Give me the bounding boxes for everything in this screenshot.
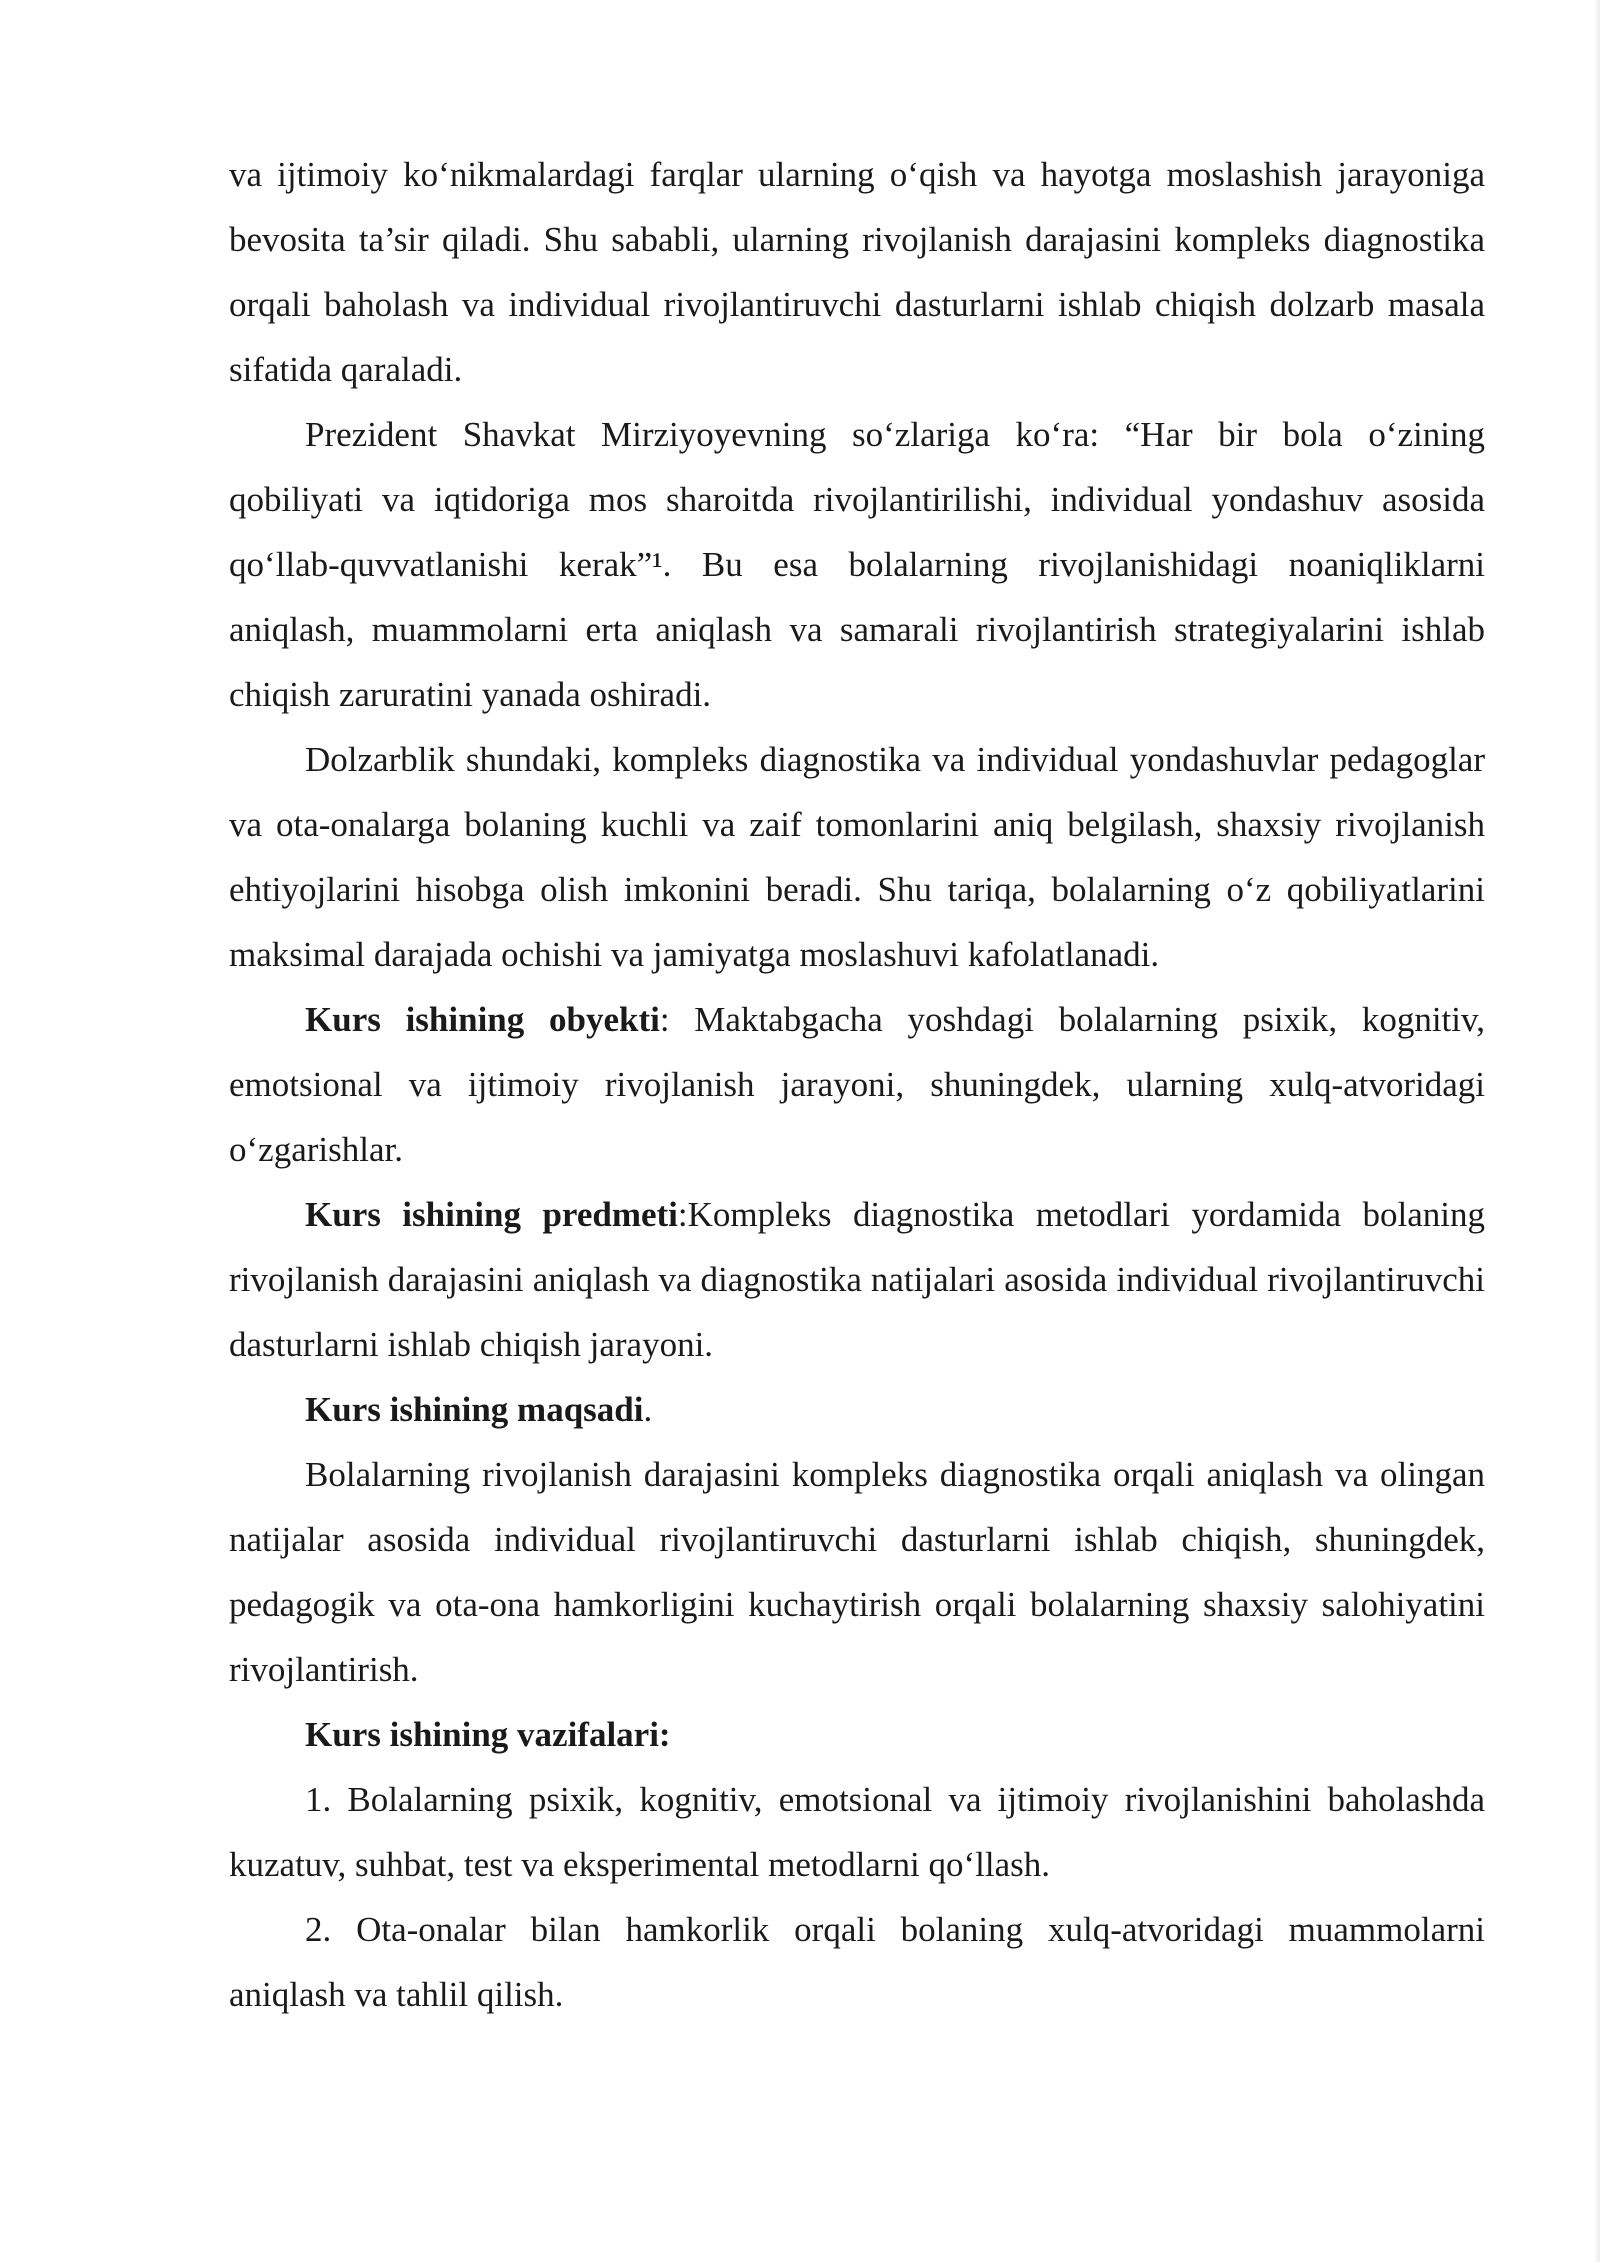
goal-label: Kurs ishining maqsadi [305, 1390, 644, 1429]
paragraph-goal-heading [229, 1377, 1485, 1442]
task-item: 1. Bolalarning psixik, kognitiv, emotsional va ijtimoiy rivojlanishini baholashda kuzatuv, suhbat, test va eksperimental metodlarni qo‘llash. [229, 1780, 1485, 1884]
paragraph-object [229, 987, 1485, 1182]
goal-period: . [643, 1390, 653, 1429]
paragraph-intro: va ijtimoiy ko‘nikmalardagi farqlar ularning o‘qish va hayotga moslashish jarayoniga bevosita ta’sir qiladi. Shu sababli, ularning rivojlanish darajasini kompleks diagnostika orqali baholash va individual rivojlantiruvchi dasturlarni ishlab chiqish dolzarb masala sifatida qaraladi. [229, 155, 1485, 389]
object-text: : Maktabgacha yoshdagi bolalarning psixik, kognitiv, emotsional va ijtimoiy rivojlanish jarayoni, shuningdek, ularning xulq-atvoridagi o‘zgarishlar. [229, 1000, 1485, 1169]
task-item: 2. Ota-onalar bilan hamkorlik orqali bolaning xulq-atvoridagi muammolarni aniqlash va tahlil qilish. [229, 1910, 1485, 2014]
subject-text: :Kompleks diagnostika metodlari yordamida bolaning rivojlanish darajasini aniqlash va diagnostika natijalari asosida individual rivojlantiruvchi dasturlarni ishlab chiqish jarayoni. [229, 1195, 1485, 1364]
object-label: Kurs ishining obyekti [305, 1000, 660, 1039]
subject-label: Kurs ishining predmeti [305, 1195, 678, 1234]
paragraph-goal-text: Bolalarning rivojlanish darajasini kompleks diagnostika orqali aniqlash va olingan natijalar asosida individual rivojlantiruvchi dasturlarni ishlab chiqish, shuningdek, pedagogik va ota-ona hamkorligini kuchaytirish orqali bolalarning shaxsiy salohiyatini rivojlantirish. [229, 1455, 1485, 1689]
paragraph-subject [229, 1182, 1485, 1377]
paragraph-president-quote: Prezident Shavkat Mirziyoyevning so‘zlariga ko‘ra: “Har bir bola o‘zining qobiliyati va iqtidoriga mos sharoitda rivojlantirilishi, individual yondashuv asosida qo‘llab-quvvatlanishi kerak”¹. Bu esa bolalarning rivojlanishidagi noaniqliklarni aniqlash, muammolarni erta aniqlash va samarali rivojlantirish strategiyalarini ishlab chiqish zaruratini yanada oshiradi. [229, 415, 1485, 714]
tasks-heading: Kurs ishining vazifalari: [305, 1715, 671, 1754]
page-edge-shadow [1594, 0, 1600, 2262]
paragraph-relevance: Dolzarblik shundaki, kompleks diagnostika va individual yondashuvlar pedagoglar va ota-onalarga bolaning kuchli va zaif tomonlarini aniq belgilash, shaxsiy rivojlanish ehtiyojlarini hisobga olish imkonini beradi. Shu tariqa, bolalarning o‘z qobiliyatlarini maksimal darajada ochishi va jamiyatga moslashuvi kafolatlanadi. [229, 740, 1485, 974]
page-content [229, 142, 1485, 2027]
